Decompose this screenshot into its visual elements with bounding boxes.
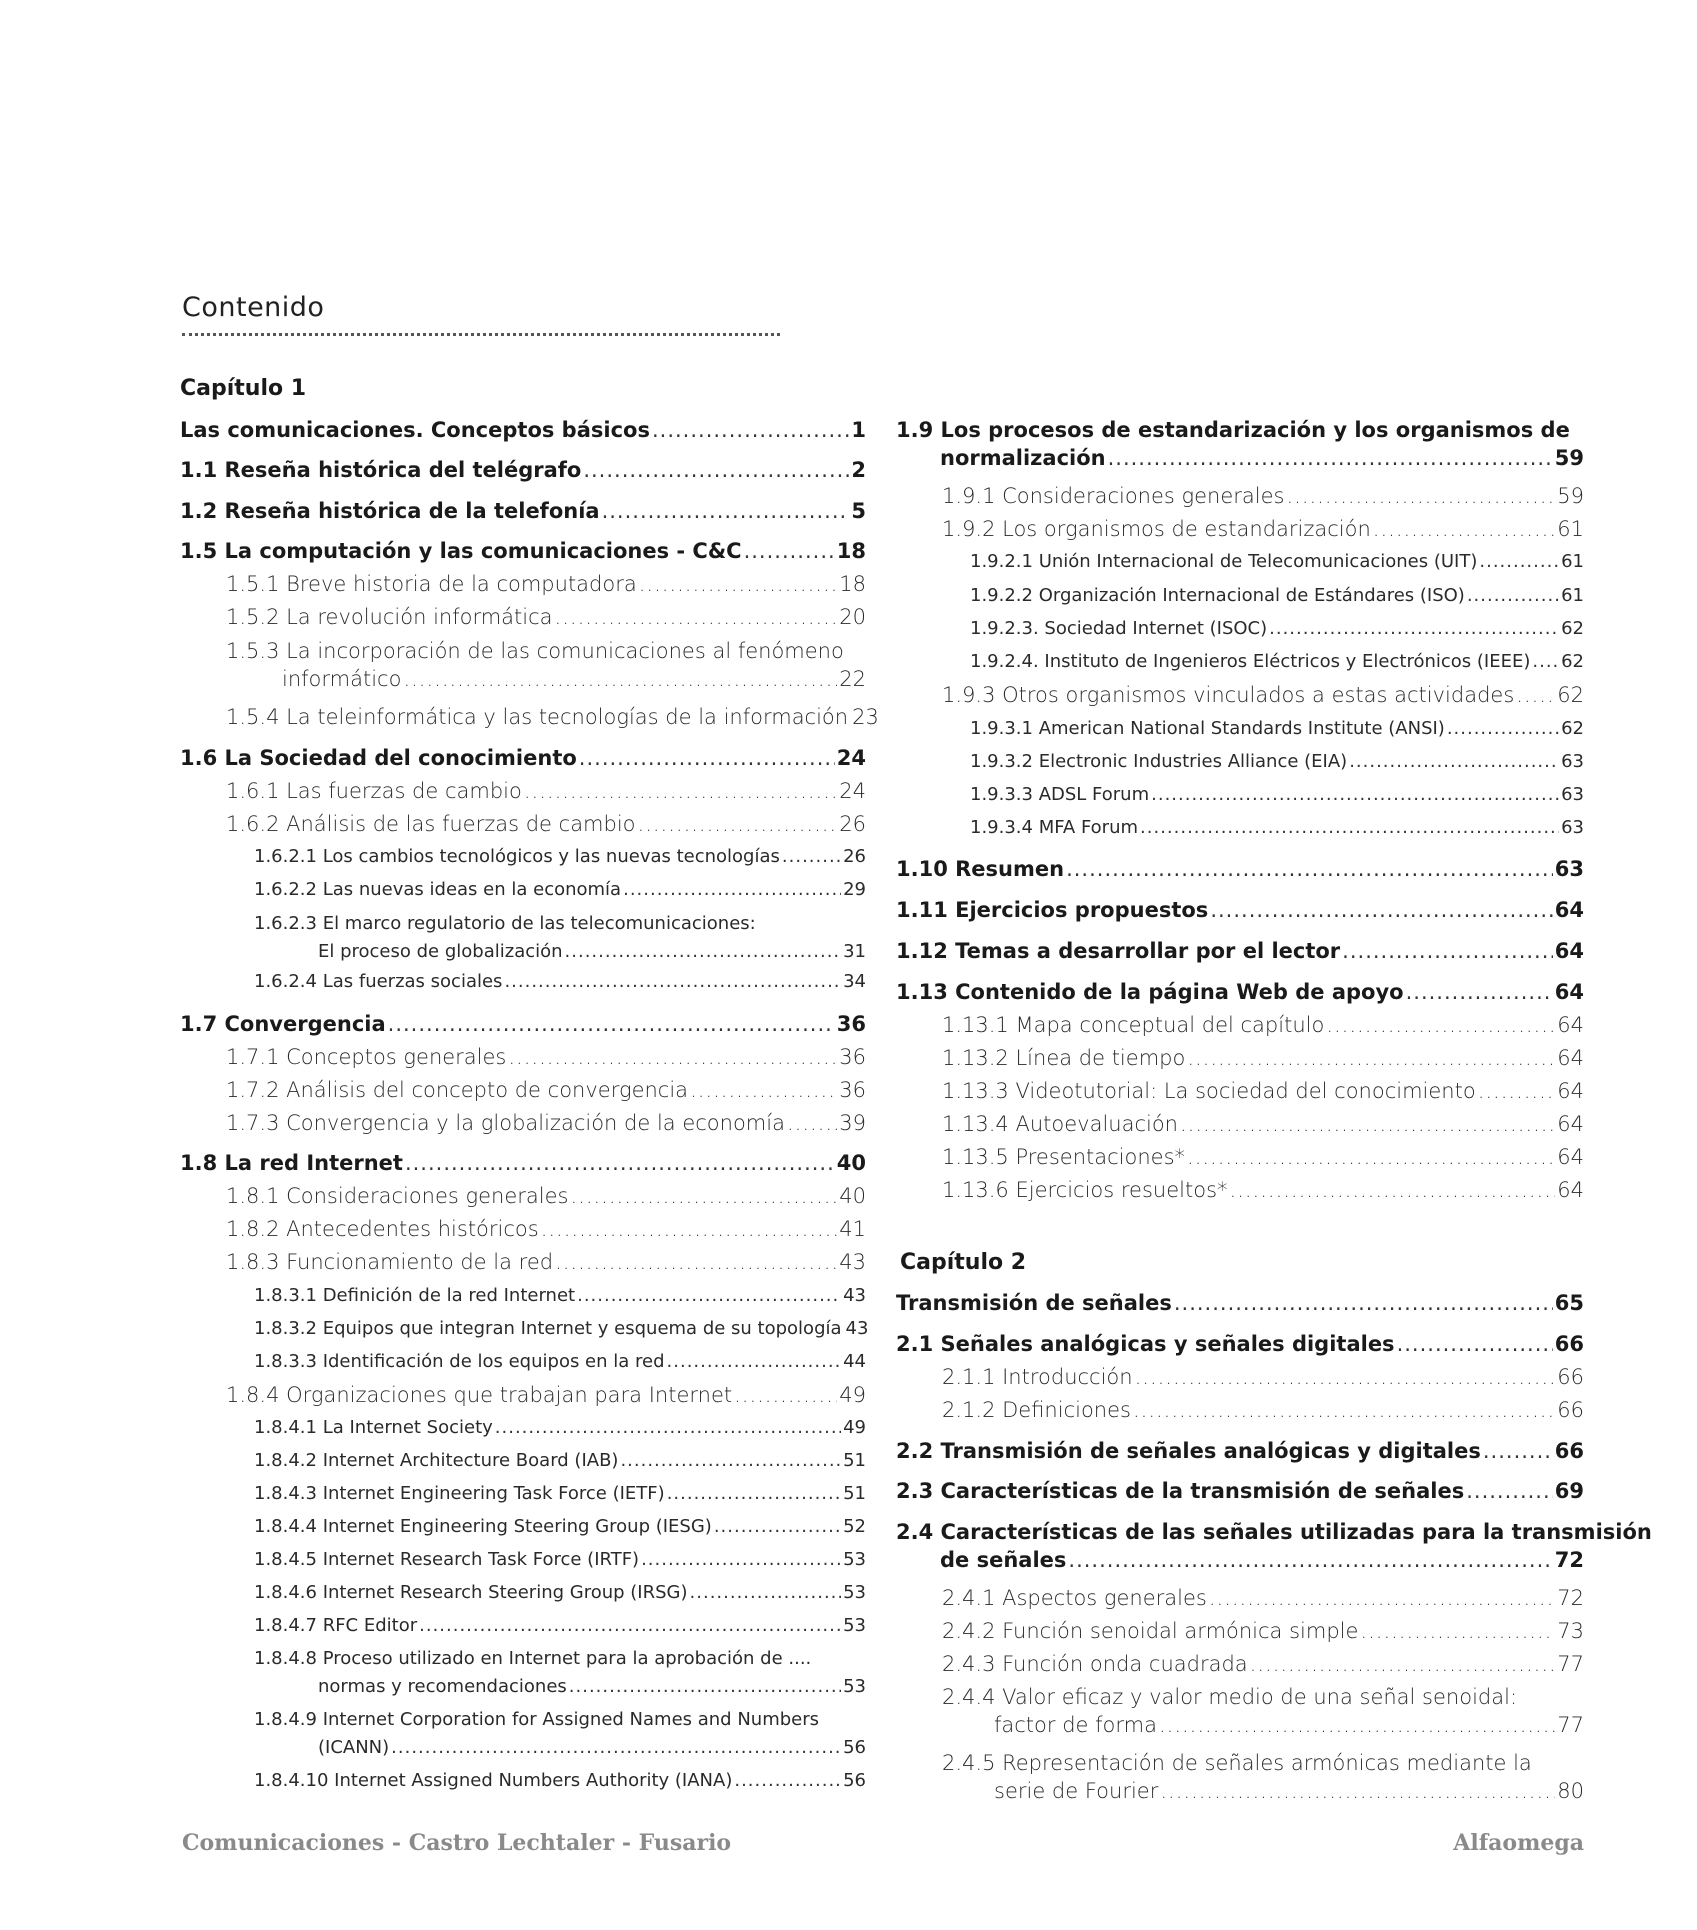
toc-entry-page-number: 64 xyxy=(1557,1145,1584,1169)
dot-leader xyxy=(1108,444,1553,472)
toc-entry[interactable] xyxy=(896,1011,1584,1039)
toc-entry-page-number: 56 xyxy=(843,1737,866,1758)
dot-leader xyxy=(623,876,841,904)
toc-entry-page-number: 40 xyxy=(836,1151,866,1175)
dot-leader xyxy=(1151,781,1559,809)
dot-leader xyxy=(524,777,837,805)
toc-entry-page-number: 49 xyxy=(843,1417,866,1438)
dot-leader xyxy=(577,1282,841,1310)
toc-entry-title: 2.3 Características de la transmisión de señales xyxy=(896,1479,1465,1503)
toc-entry-title: factor de forma xyxy=(994,1713,1157,1737)
dot-leader xyxy=(690,1076,837,1104)
dot-leader xyxy=(570,1182,837,1210)
toc-entry-page-number: 69 xyxy=(1554,1479,1584,1503)
dot-leader xyxy=(1068,1546,1552,1574)
toc-entry-page-number: 61 xyxy=(1561,585,1584,606)
toc-entry-page-number: 36 xyxy=(839,1045,866,1069)
toc-entry[interactable] xyxy=(180,1215,866,1243)
toc-entry-title: 1.9.2.3. Sociedad Internet (ISOC) xyxy=(970,618,1268,639)
toc-entry[interactable] xyxy=(180,1348,866,1376)
toc-entry-title: 1.9.2.1 Unión Internacional de Telecomunicaciones (UIT) xyxy=(970,551,1478,572)
toc-entry-page-number: 1 xyxy=(851,418,866,442)
toc-entry-page-number: 64 xyxy=(1557,1013,1584,1037)
dot-leader xyxy=(1467,582,1559,610)
toc-entry-page-number: 62 xyxy=(1561,651,1584,672)
dot-leader xyxy=(565,938,842,966)
toc-entry[interactable] xyxy=(896,582,1584,610)
dot-leader xyxy=(1286,482,1555,510)
toc-entry-page-number: 43 xyxy=(843,1285,866,1306)
toc-entry[interactable] xyxy=(896,1396,1584,1424)
toc-entry[interactable] xyxy=(180,637,866,693)
toc-entry[interactable] xyxy=(180,456,866,484)
toc-entry[interactable] xyxy=(180,1109,866,1137)
toc-entry[interactable] xyxy=(896,1248,1584,1278)
toc-entry-title: 1.8.4.1 La Internet Society xyxy=(254,1417,493,1438)
toc-entry[interactable] xyxy=(896,1143,1584,1171)
dot-leader xyxy=(541,1215,838,1243)
toc-entry-page-number: 43 xyxy=(839,1250,866,1274)
toc-entry-title: 1.13.2 Línea de tiempo xyxy=(942,1046,1186,1070)
toc-entry[interactable] xyxy=(180,1076,866,1104)
toc-entry-title: 1.8.4.3 Internet Engineering Task Force (IETF) xyxy=(254,1483,665,1504)
toc-entry-title: 2.1.2 Definiciones xyxy=(942,1398,1131,1422)
toc-entry-title: El proceso de globalización xyxy=(318,941,563,962)
toc-entry-title: 2.4.1 Aspectos generales xyxy=(942,1586,1207,1610)
toc-entry-title: 1.11 Ejercicios propuestos xyxy=(896,898,1209,922)
toc-entry[interactable] xyxy=(180,497,866,525)
toc-entry-page-number: 56 xyxy=(843,1770,866,1791)
dot-leader xyxy=(403,665,837,693)
dot-leader xyxy=(734,1381,837,1409)
dot-leader xyxy=(667,1480,841,1508)
toc-entry[interactable] xyxy=(896,1477,1584,1505)
dot-leader xyxy=(1532,648,1559,676)
toc-entry-page-number: 66 xyxy=(1554,1332,1584,1356)
toc-entry-title-first-line: 2.4.5 Representación de señales armónicas mediante la xyxy=(942,1751,1532,1775)
toc-entry[interactable] xyxy=(896,1683,1584,1739)
toc-entry-title: 1.8.4.6 Internet Research Steering Group (IRSG) xyxy=(254,1582,688,1603)
toc-entry-page-number: 18 xyxy=(839,572,866,596)
toc-entry-title: de señales xyxy=(940,1548,1067,1572)
toc-entry-title: 1.7 Convergencia xyxy=(180,1012,386,1036)
toc-entry[interactable] xyxy=(180,1513,866,1541)
page-title: Contenido xyxy=(182,292,780,336)
toc-entry-title: 1.9.2 Los organismos de estandarización xyxy=(942,517,1371,541)
dot-leader xyxy=(1478,1077,1556,1105)
toc-entry-page-number: 77 xyxy=(1557,1713,1584,1737)
toc-entry[interactable] xyxy=(180,603,866,631)
toc-entry-title: normalización xyxy=(940,446,1106,470)
toc-entry[interactable] xyxy=(896,1044,1584,1072)
toc-entry-title: 1.5 La computación y las comunicaciones - C&C xyxy=(180,539,742,563)
dot-leader xyxy=(1187,1143,1555,1171)
toc-entry[interactable] xyxy=(180,810,866,838)
toc-entry[interactable] xyxy=(180,416,866,444)
toc-entry-title-first-line: 2.4 Características de las señales utilizadas para la transmisión xyxy=(896,1520,1652,1544)
toc-entry-page-number: 72 xyxy=(1557,1586,1584,1610)
toc-entry-page-number: 64 xyxy=(1554,980,1584,1004)
toc-entry[interactable] xyxy=(180,1706,866,1762)
toc-entry-page-number: 64 xyxy=(1557,1079,1584,1103)
toc-entry-page-number: 59 xyxy=(1557,484,1584,508)
toc-entry-page-number: 34 xyxy=(843,971,866,992)
toc-entry-title-first-line: 1.8.4.9 Internet Corporation for Assigned Names and Numbers xyxy=(254,1709,820,1730)
toc-entry-page-number: 66 xyxy=(1557,1365,1584,1389)
toc-entry-title-first-line: 1.6.2.3 El marco regulatorio de las telecomunicaciones: xyxy=(254,913,756,934)
toc-entry[interactable] xyxy=(896,1330,1584,1358)
toc-entry[interactable] xyxy=(180,1480,866,1508)
toc-entry-page-number: 63 xyxy=(1561,751,1584,772)
toc-entry[interactable] xyxy=(180,744,866,772)
toc-entry[interactable] xyxy=(896,681,1584,709)
toc-entry-page-number: 64 xyxy=(1557,1112,1584,1136)
toc-entry-title: 1.12 Temas a desarrollar por el lector xyxy=(896,939,1341,963)
toc-entry[interactable] xyxy=(180,910,866,966)
toc-entry-title: 1.6.2.4 Las fuerzas sociales xyxy=(254,971,503,992)
toc-entry[interactable] xyxy=(180,1248,866,1276)
toc-entry-page-number: 5 xyxy=(851,499,866,523)
toc-entry-title: 1.10 Resumen xyxy=(896,857,1065,881)
toc-entry-page-number: 20 xyxy=(839,605,866,629)
toc-entry[interactable] xyxy=(896,1518,1652,1574)
dot-leader xyxy=(1483,1437,1553,1465)
toc-entry-title-first-line: 1.9 Los procesos de estandarización y los organismos de xyxy=(896,418,1570,442)
toc-entry-page-number: 63 xyxy=(1561,784,1584,805)
toc-entry[interactable] xyxy=(180,843,866,871)
toc-entry-title: (ICANN) xyxy=(318,1737,390,1758)
toc-entry-page-number: 64 xyxy=(1557,1046,1584,1070)
toc-entry-page-number: 77 xyxy=(1557,1652,1584,1676)
toc-entry-page-number: 51 xyxy=(843,1450,866,1471)
toc-entry[interactable] xyxy=(896,482,1584,510)
toc-entry-page-number: 64 xyxy=(1557,1178,1584,1202)
dot-leader xyxy=(787,1109,837,1137)
toc-entry-title: 1.1 Reseña histórica del telégrafo xyxy=(180,458,582,482)
toc-entry-page-number: 22 xyxy=(839,667,866,691)
toc-entry-page-number: 59 xyxy=(1554,446,1584,470)
toc-entry-title: 1.8.2 Antecedentes históricos xyxy=(226,1217,539,1241)
toc-entry-page-number: 41 xyxy=(839,1217,866,1241)
toc-entry[interactable] xyxy=(896,1289,1584,1317)
toc-entry-page-number: 40 xyxy=(839,1184,866,1208)
toc-entry-title-first-line: 1.5.3 La incorporación de las comunicaciones al fenómeno xyxy=(226,639,844,663)
toc-entry[interactable] xyxy=(896,1749,1584,1805)
toc-entry[interactable] xyxy=(896,1363,1584,1391)
dot-leader xyxy=(405,1149,835,1177)
toc-entry[interactable] xyxy=(896,715,1584,743)
toc-entry-title: 1.13.1 Mapa conceptual del capítulo xyxy=(942,1013,1325,1037)
dot-leader xyxy=(1406,978,1553,1006)
toc-entry-page-number: 44 xyxy=(843,1351,866,1372)
toc-entry-title: Capítulo 1 xyxy=(180,376,307,401)
toc-entry-page-number: 51 xyxy=(843,1483,866,1504)
toc-entry-title: 1.13.4 Autoevaluación xyxy=(942,1112,1178,1136)
toc-entry-title: 2.4.2 Función senoidal armónica simple xyxy=(942,1619,1359,1643)
toc-entry[interactable] xyxy=(180,1612,866,1640)
toc-entry-page-number: 26 xyxy=(843,846,866,867)
toc-entry-title: 1.8.1 Consideraciones generales xyxy=(226,1184,569,1208)
toc-entry[interactable] xyxy=(896,1176,1584,1204)
dot-leader xyxy=(388,1010,835,1038)
toc-entry-title: Capítulo 2 xyxy=(900,1250,1027,1275)
toc-entry-title: 2.1 Señales analógicas y señales digitales xyxy=(896,1332,1395,1356)
toc-entry-page-number: 80 xyxy=(1557,1779,1584,1803)
toc-entry[interactable] xyxy=(180,1414,866,1442)
toc-entry-title: 1.6.1 Las fuerzas de cambio xyxy=(226,779,522,803)
toc-entry[interactable] xyxy=(180,1381,866,1409)
toc-entry[interactable] xyxy=(180,1010,866,1038)
dot-leader xyxy=(555,603,838,631)
toc-entry-page-number: 53 xyxy=(843,1615,866,1636)
toc-entry[interactable] xyxy=(896,648,1584,676)
dot-leader xyxy=(602,497,850,525)
toc-entry-page-number: 23 xyxy=(852,705,879,729)
dot-leader xyxy=(1187,1044,1555,1072)
toc-entry-title: 1.8.4.10 Internet Assigned Numbers Authority (IANA) xyxy=(254,1770,733,1791)
toc-entry-title: 1.8.4.2 Internet Architecture Board (IAB) xyxy=(254,1450,619,1471)
toc-entry[interactable] xyxy=(180,1447,866,1475)
dot-leader xyxy=(638,810,838,838)
toc-entry-page-number: 36 xyxy=(839,1078,866,1102)
toc-entry-title: 1.13.3 Videotutorial: La sociedad del conocimiento xyxy=(942,1079,1476,1103)
dot-leader xyxy=(1174,1289,1553,1317)
dot-leader xyxy=(620,1447,841,1475)
toc-entry-page-number: 63 xyxy=(1554,857,1584,881)
toc-entry-title: 1.6 La Sociedad del conocimiento xyxy=(180,746,577,770)
toc-entry[interactable] xyxy=(896,1437,1584,1465)
dot-leader xyxy=(1159,1711,1555,1739)
toc-entry-page-number: 61 xyxy=(1561,551,1584,572)
toc-entry-title: 1.7.3 Convergencia y la globalización de la economía xyxy=(226,1111,785,1135)
toc-entry-title: 1.7.2 Análisis del concepto de convergencia xyxy=(226,1078,689,1102)
toc-entry-title: 1.9.3 Otros organismos vinculados a estas actividades xyxy=(942,683,1515,707)
toc-entry-page-number: 36 xyxy=(836,1012,866,1036)
toc-entry-title: serie de Fourier xyxy=(994,1779,1159,1803)
toc-entry-title: 2.4.3 Función onda cuadrada xyxy=(942,1652,1248,1676)
dot-leader xyxy=(579,744,835,772)
dot-leader xyxy=(1269,615,1559,643)
dot-leader xyxy=(508,1043,837,1071)
toc-entry[interactable] xyxy=(896,855,1584,883)
dot-leader xyxy=(667,1348,842,1376)
dot-leader xyxy=(1140,814,1559,842)
dot-leader xyxy=(419,1612,841,1640)
toc-entry-title: 1.13.6 Ejercicios resueltos* xyxy=(942,1178,1228,1202)
dot-leader xyxy=(734,1767,841,1795)
toc-entry-page-number: 63 xyxy=(1561,817,1584,838)
toc-entry-title: 1.5.4 La teleinformática y las tecnologías de la información xyxy=(226,705,849,729)
dot-leader xyxy=(504,968,841,996)
dot-leader xyxy=(569,1673,841,1701)
toc-entry-title: informático xyxy=(282,667,402,691)
dot-leader xyxy=(1133,1396,1555,1424)
toc-entry-page-number: 62 xyxy=(1561,718,1584,739)
toc-entry-page-number: 53 xyxy=(843,1549,866,1570)
toc-entry[interactable] xyxy=(180,374,866,404)
toc-entry[interactable] xyxy=(180,1579,866,1607)
toc-entry-page-number: 53 xyxy=(843,1582,866,1603)
dot-leader xyxy=(1397,1330,1553,1358)
toc-entry-page-number: 43 xyxy=(845,1318,869,1339)
toc-entry[interactable] xyxy=(896,1617,1584,1645)
toc-entry-title: 1.5.1 Breve historia de la computadora xyxy=(226,572,637,596)
toc-entry[interactable] xyxy=(896,548,1584,576)
toc-entry[interactable] xyxy=(896,937,1584,965)
dot-leader xyxy=(1209,1584,1555,1612)
toc-entry[interactable] xyxy=(896,748,1584,776)
footer-publisher: Alfaomega xyxy=(1453,1830,1584,1856)
toc-entry[interactable] xyxy=(896,416,1584,472)
toc-entry-title: 1.8.3 Funcionamiento de la red xyxy=(226,1250,554,1274)
toc-entry-page-number: 66 xyxy=(1557,1398,1584,1422)
toc-entry-page-number: 53 xyxy=(843,1676,866,1697)
toc-entry-title: 1.13 Contenido de la página Web de apoyo xyxy=(896,980,1404,1004)
dot-leader xyxy=(639,570,838,598)
toc-entry-title: 1.9.2.2 Organización Internacional de Estándares (ISO) xyxy=(970,585,1465,606)
toc-entry[interactable] xyxy=(896,896,1584,924)
toc-entry-title: 1.7.1 Conceptos generales xyxy=(226,1045,507,1069)
toc-entry[interactable] xyxy=(896,1584,1584,1612)
toc-entry[interactable] xyxy=(896,1650,1584,1678)
dot-leader xyxy=(714,1513,841,1541)
toc-entry[interactable] xyxy=(180,1315,869,1343)
toc-entry-page-number: 26 xyxy=(839,812,866,836)
toc-entry-page-number: 64 xyxy=(1554,939,1584,963)
toc-entry-title: 1.6.2.2 Las nuevas ideas en la economía xyxy=(254,879,622,900)
toc-entry[interactable] xyxy=(180,1149,866,1177)
toc-entry-page-number: 73 xyxy=(1557,1619,1584,1643)
toc-entry-page-number: 65 xyxy=(1554,1291,1584,1315)
toc-entry-page-number: 49 xyxy=(839,1383,866,1407)
toc-entry-title: 1.9.3.3 ADSL Forum xyxy=(970,784,1150,805)
toc-entry-page-number: 24 xyxy=(839,779,866,803)
toc-entry[interactable] xyxy=(180,1767,866,1795)
dot-leader xyxy=(1342,937,1553,965)
toc-entry-page-number: 66 xyxy=(1554,1439,1584,1463)
dot-leader xyxy=(652,416,849,444)
toc-entry[interactable] xyxy=(180,1645,866,1701)
dot-leader xyxy=(1349,748,1559,776)
dot-leader xyxy=(1373,515,1555,543)
dot-leader xyxy=(1516,681,1555,709)
toc-entry-title: 1.8.3.3 Identificación de los equipos en la red xyxy=(254,1351,665,1372)
toc-entry-title: 1.8.4 Organizaciones que trabajan para Internet xyxy=(226,1383,733,1407)
toc-entry[interactable] xyxy=(180,1282,866,1310)
toc-entry[interactable] xyxy=(180,1182,866,1210)
toc-entry-page-number: 24 xyxy=(836,746,866,770)
dot-leader xyxy=(1180,1110,1555,1138)
toc-entry-title: 1.6.2 Análisis de las fuerzas de cambio xyxy=(226,812,636,836)
dot-leader xyxy=(1250,1650,1556,1678)
toc-entry-page-number: 18 xyxy=(836,539,866,563)
toc-entry-page-number: 62 xyxy=(1557,683,1584,707)
toc-entry-title: 1.8.4.7 RFC Editor xyxy=(254,1615,418,1636)
toc-entry[interactable] xyxy=(180,1043,866,1071)
toc-entry-title: 1.5.2 La revolución informática xyxy=(226,605,553,629)
dot-leader xyxy=(1160,1777,1555,1805)
toc-entry[interactable] xyxy=(896,978,1584,1006)
dot-leader xyxy=(782,843,841,871)
toc-entry[interactable] xyxy=(180,570,866,598)
toc-entry[interactable] xyxy=(180,777,866,805)
toc-entry-page-number: 39 xyxy=(839,1111,866,1135)
toc-entry-title-first-line: 2.4.4 Valor eficaz y valor medio de una señal senoidal: xyxy=(942,1685,1518,1709)
dot-leader xyxy=(583,456,849,484)
toc-entry-title: Las comunicaciones. Conceptos básicos xyxy=(180,418,650,442)
toc-entry-title: 1.8.4.4 Internet Engineering Steering Group (IESG) xyxy=(254,1516,712,1537)
toc-entry-title: 1.8 La red Internet xyxy=(180,1151,403,1175)
toc-entry-page-number: 62 xyxy=(1561,618,1584,639)
toc-entry[interactable] xyxy=(896,1110,1584,1138)
toc-entry-page-number: 72 xyxy=(1554,1548,1584,1572)
toc-entry-title: 1.8.4.5 Internet Research Task Force (IRTF) xyxy=(254,1549,640,1570)
dot-leader xyxy=(495,1414,841,1442)
dot-leader xyxy=(555,1248,837,1276)
toc-entry[interactable] xyxy=(180,876,866,904)
toc-entry[interactable] xyxy=(896,1077,1584,1105)
toc-entry-title: 1.9.1 Consideraciones generales xyxy=(942,484,1285,508)
toc-entry[interactable] xyxy=(896,515,1584,543)
dot-leader xyxy=(1466,1477,1553,1505)
toc-entry-title: 2.1.1 Introducción xyxy=(942,1365,1133,1389)
dot-leader xyxy=(744,537,835,565)
dot-leader xyxy=(1066,855,1553,883)
dot-leader xyxy=(1479,548,1559,576)
toc-entry[interactable] xyxy=(896,781,1584,809)
dot-leader xyxy=(641,1546,841,1574)
dot-leader xyxy=(1210,896,1552,924)
toc-entry-title: 1.9.3.2 Electronic Industries Alliance (EIA) xyxy=(970,751,1348,772)
toc-entry-title: 1.13.5 Presentaciones* xyxy=(942,1145,1186,1169)
toc-entry-title: 1.9.3.4 MFA Forum xyxy=(970,817,1139,838)
toc-entry-page-number: 61 xyxy=(1557,517,1584,541)
dot-leader xyxy=(690,1579,842,1607)
toc-entry-title: 2.2 Transmisión de señales analógicas y digitales xyxy=(896,1439,1481,1463)
toc-entry-title: 1.8.3.2 Equipos que integran Internet y esquema de su topología xyxy=(254,1318,842,1339)
toc-entry[interactable] xyxy=(896,615,1584,643)
toc-entry-page-number: 2 xyxy=(851,458,866,482)
dot-leader xyxy=(1326,1011,1555,1039)
dot-leader xyxy=(1360,1617,1555,1645)
toc-entry-title: 1.9.2.4. Instituto de Ingenieros Eléctricos y Electrónicos (IEEE) xyxy=(970,651,1531,672)
toc-entry-page-number: 31 xyxy=(843,941,866,962)
dot-leader xyxy=(391,1734,841,1762)
toc-entry[interactable] xyxy=(896,814,1584,842)
toc-entry[interactable] xyxy=(180,968,866,996)
footer-book-title: Comunicaciones - Castro Lechtaler - Fusario xyxy=(182,1830,732,1856)
toc-entry-title: Transmisión de señales xyxy=(896,1291,1172,1315)
dot-leader xyxy=(1135,1363,1556,1391)
toc-entry-title-first-line: 1.8.4.8 Proceso utilizado en Internet para la aprobación de .... xyxy=(254,1648,812,1669)
toc-entry-page-number: 52 xyxy=(843,1516,866,1537)
toc-entry-page-number: 64 xyxy=(1554,898,1584,922)
toc-entry-title: 1.2 Reseña histórica de la telefonía xyxy=(180,499,600,523)
toc-entry-title: 1.8.3.1 Definición de la red Internet xyxy=(254,1285,576,1306)
toc-entry-title: normas y recomendaciones xyxy=(318,1676,567,1697)
toc-entry-title: 1.9.3.1 American National Standards Institute (ANSI) xyxy=(970,718,1445,739)
toc-entry[interactable] xyxy=(180,537,866,565)
dot-leader xyxy=(1230,1176,1556,1204)
toc-entry[interactable] xyxy=(180,703,879,731)
dot-leader xyxy=(1447,715,1559,743)
toc-entry-title: 1.6.2.1 Los cambios tecnológicos y las nuevas tecnologías xyxy=(254,846,780,867)
toc-entry-page-number: 29 xyxy=(843,879,866,900)
toc-entry[interactable] xyxy=(180,1546,866,1574)
